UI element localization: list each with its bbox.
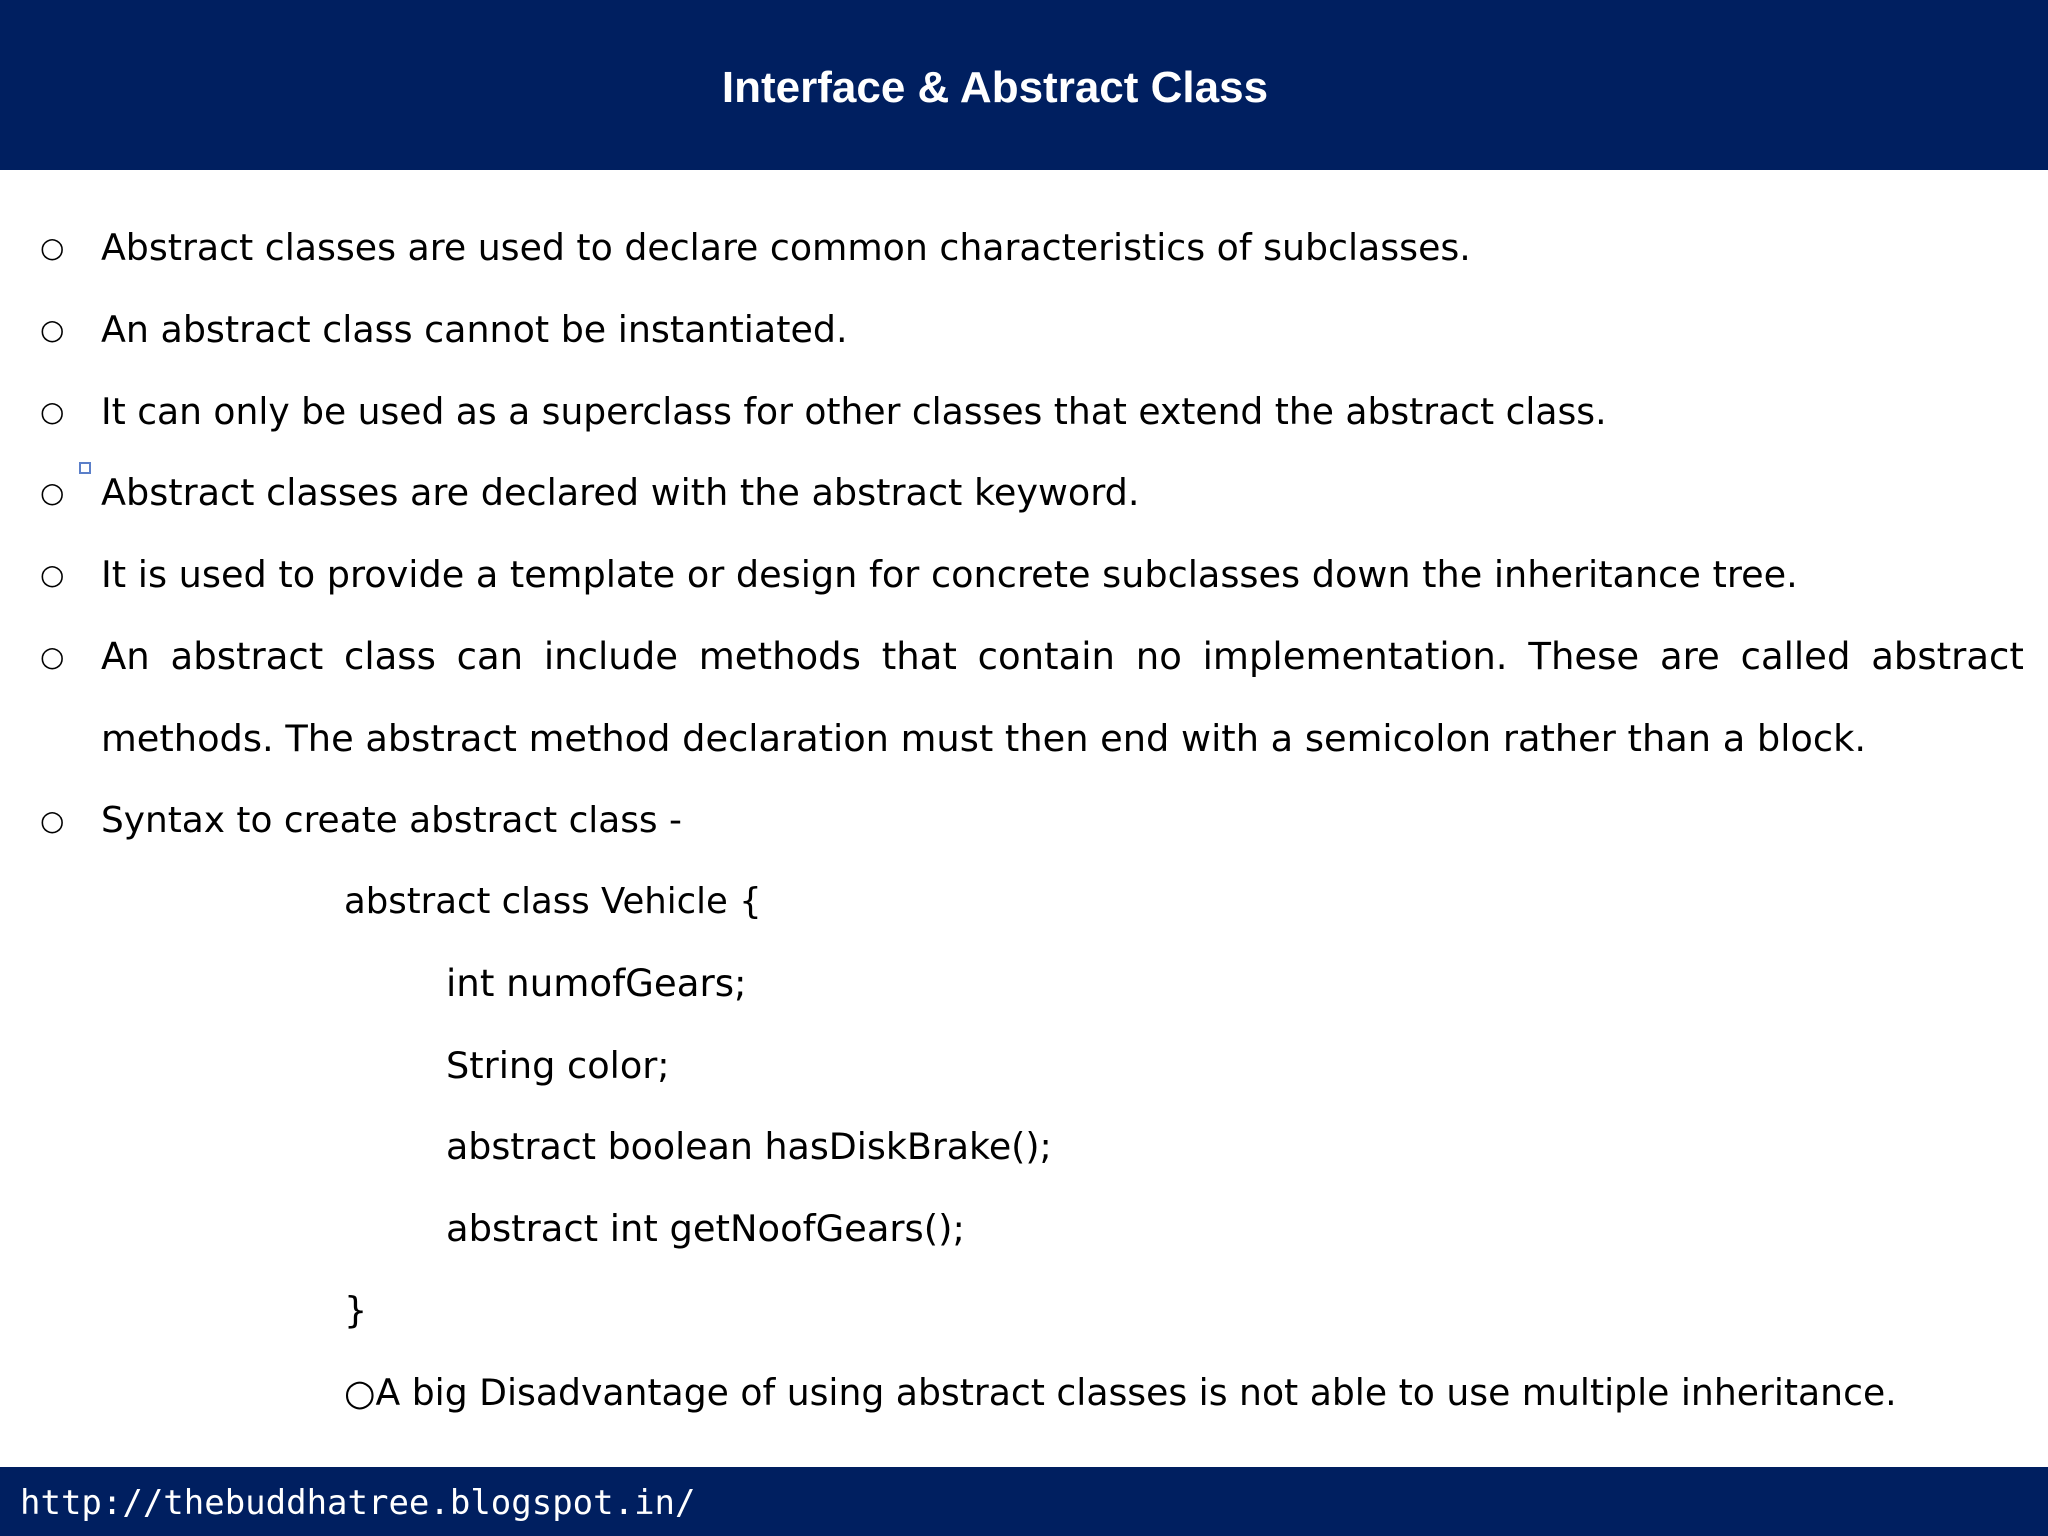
word: methods — [698, 635, 861, 678]
bullet-icon: ○ — [40, 231, 65, 264]
code-line-4: abstract boolean hasDiskBrake(); — [446, 1125, 1052, 1168]
word: no — [1135, 635, 1182, 678]
bullet-7: Syntax to create abstract class - — [101, 800, 682, 841]
word: implementation. — [1202, 635, 1508, 678]
word: include — [543, 635, 678, 678]
bullet-6-continuation: methods. The abstract method declaration must then end with a semicolon rather than a block. — [101, 717, 1867, 760]
code-line-3: String color; — [446, 1044, 670, 1087]
code-line-6: } — [344, 1289, 368, 1332]
bullet-icon: ○ — [40, 395, 65, 428]
footer-url: http://thebuddhatree.blogspot.in/ — [20, 1483, 696, 1523]
bullet-4: Abstract classes are declared with the abstract keyword. — [101, 471, 1140, 514]
word: An — [101, 635, 150, 678]
bullet-2: An abstract class cannot be instantiated. — [101, 308, 848, 351]
word: abstract — [170, 635, 324, 678]
bullet-icon: ○ — [40, 313, 65, 346]
word: that — [881, 635, 957, 678]
bullet-5: It is used to provide a template or design for concrete subclasses down the inheritance tree. — [101, 553, 1798, 596]
bullet-icon: ○ — [40, 558, 65, 591]
word: abstract — [1871, 635, 2024, 678]
code-line-5: abstract int getNoofGears(); — [446, 1207, 965, 1250]
bullet-6 — [101, 629, 2024, 685]
small-square-marker-icon — [79, 462, 91, 474]
bullet-1: Abstract classes are used to declare common characteristics of subclasses. — [101, 226, 1471, 269]
word: These — [1528, 635, 1640, 678]
slide-title: Interface & Abstract Class — [721, 63, 1269, 112]
word: are — [1659, 635, 1720, 678]
code-line-2: int numofGears; — [446, 962, 747, 1005]
bullet-icon: ○ — [40, 804, 65, 837]
bullet-icon: ○ — [40, 640, 65, 673]
word: class — [344, 635, 436, 678]
word: called — [1740, 635, 1851, 678]
code-line-1: abstract class Vehicle { — [344, 881, 762, 922]
disadvantage-note: ○A big Disadvantage of using abstract classes is not able to use multiple inheritance. — [344, 1371, 1897, 1414]
bullet-icon: ○ — [40, 476, 65, 509]
bullet-3: It can only be used as a superclass for other classes that extend the abstract class. — [101, 391, 1607, 433]
word: can — [456, 635, 524, 678]
word: contain — [977, 635, 1115, 678]
